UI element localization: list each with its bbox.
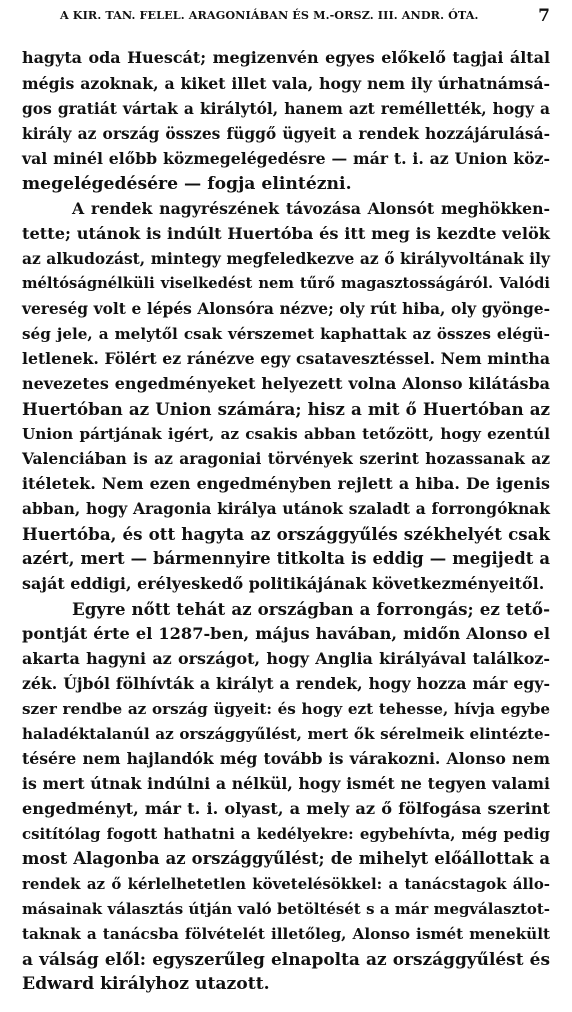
text-line: engedményt, már t. i. olyast, a mely az ő fölfogása szerint (22, 799, 550, 818)
paragraph-first-line: Egyre nőtt tehát az országban a forrongás; ez tető- (72, 599, 550, 619)
text-line: most Alagonba az országgyűlést; de mihelyt előállottak a (22, 849, 550, 868)
text-line: Edward királyhoz utazott. (22, 974, 270, 994)
text-line: itéletek. Nem ezen engedményben rejlett a hiba. De igenis (22, 474, 550, 493)
text-line: saját eddigi, erélyeskedő politikájának következményeitől. (22, 574, 545, 593)
text-line: rendek az ő kérlelhetetlen követelésökkel: a tanácstagok állo- (22, 875, 550, 893)
text-line: Huertóba, és ott hagyta az országgyűlés székhelyét csak (22, 524, 550, 544)
text-line: taknak a tanácsba fölvételét illetőleg, Alonso ismét menekült (22, 925, 550, 943)
text-line: akarta hagyni az országot, hogy Anglia királyával találkoz- (22, 649, 550, 668)
text-line: pontját érte el 1287-ben, május havában, midőn Alonso el (22, 624, 550, 643)
text-line: vereség volt e lépés Alonsóra nézve; oly rút hiba, oly gyönge- (22, 299, 550, 318)
text-line: a válság elől: egyszerűleg elnapolta az országgyűlést és (22, 949, 550, 969)
text-line: másainak választás útján való betöltését s a már megválasztot- (22, 900, 550, 918)
text-line: Huertóban az Union számára; hisz a mit ő Huertóban az (22, 399, 550, 419)
text-line: megelégedésére — fogja elintézni. (22, 174, 352, 194)
page-number: 7 (538, 6, 550, 26)
text-line: nevezetes engedményeket helyezett volna Alonso kilátásba (22, 374, 550, 393)
running-header (22, 8, 550, 28)
paragraph-first-line: A rendek nagyrészének távozása Alonsót meghökken- (72, 199, 550, 218)
text-line: Valenciában is az aragoniai törvények szerint hozassanak az (22, 449, 550, 468)
text-line: tette; utánok is indúlt Huertóba és itt meg is kezdte velök (22, 224, 550, 243)
text-line: is mert útnak indúlni a nélkül, hogy ismét ne tegyen valami (22, 774, 550, 793)
text-line: az alkudozást, mintegy megfeledkezve az ő királyvoltának ily (22, 249, 550, 268)
text-line: val minél előbb közmegelégedésre — már t. i. az Union köz- (22, 149, 550, 168)
text-line: tésére nem hajlandók még tovább is várakozni. Alonso nem (22, 749, 550, 768)
text-line: haladéktalanúl az országgyűlést, mert ők sérelmeik elintézte- (22, 725, 550, 743)
text-line: szer rendbe az ország ügyeit: és hogy ezt tehesse, hívja egybe (22, 700, 550, 718)
text-line: mégis azoknak, a kiket illet vala, hogy nem ily úrhatnámsá- (22, 74, 550, 93)
text-line: abban, hogy Aragonia királya utánok szaladt a forrongóknak (22, 499, 550, 518)
text-line: csitítólag fogott hathatni a kedélyekre: egybehívta, még pedig (22, 825, 550, 843)
text-line: király az ország összes függő ügyeit a rendek hozzájárulásá- (22, 124, 550, 143)
text-line: zék. Újból fölhívták a királyt a rendek, hogy hozza már egy- (22, 674, 550, 693)
running-title: A KIR. TAN. FELEL. ARAGONIÁBAN ÉS M.-ORSZ. III. ANDR. ÓTA. (60, 8, 479, 22)
text-line: ség jele, a melytől csak vérszemet kaphattak az összes elégü- (22, 325, 550, 343)
text-line: Union pártjának igért, az csakis abban tetőzött, hogy ezentúl (22, 425, 550, 443)
text-line: méltóságnélküli viselkedést nem tűrő magasztosságáról. Valódi (22, 275, 550, 292)
text-line: azért, mert — bármennyire titkolta is eddig — megijedt a (22, 549, 550, 568)
text-line: hagyta oda Huescát; megizenvén egyes előkelő tagjai által (22, 48, 550, 67)
text-line: letlenek. Fölért ez ránézve egy csatavesztéssel. Nem mintha (22, 349, 550, 368)
text-line: gos gratiát vártak a királytól, hanem azt reméllették, hogy a (22, 99, 550, 118)
